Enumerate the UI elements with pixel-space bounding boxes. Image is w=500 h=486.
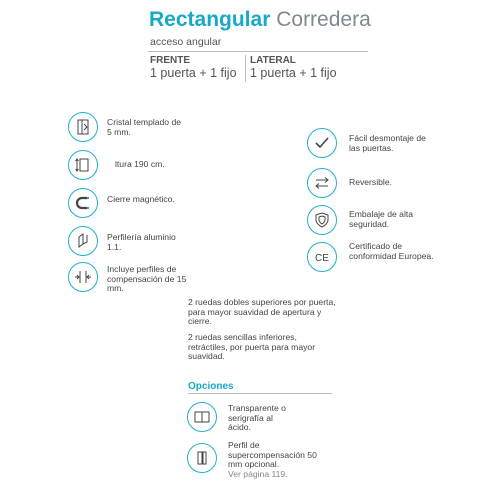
feature-text: Fácil desmontaje de las puertas. xyxy=(349,133,426,153)
title-light: Corredera xyxy=(276,8,371,31)
feature-text: Embalaje de alta seguridad. xyxy=(349,209,414,229)
tempered-glass-icon xyxy=(68,112,98,142)
feature-text: Reversible. xyxy=(349,177,392,187)
lateral-value: 1 puerta + 1 fijo xyxy=(250,66,337,80)
config-divider xyxy=(245,55,246,82)
reversible-arrows-icon xyxy=(307,168,337,198)
page-title xyxy=(149,8,371,32)
feature-text: Incluye perfiles de compensación de 15 mm. xyxy=(107,264,187,294)
option-text: Perfil de supercompensación 50 mm opcional. xyxy=(228,440,317,470)
options-heading: Opciones xyxy=(188,381,234,392)
feature-text: Cierre magnético. xyxy=(107,194,175,204)
profile-icon xyxy=(68,226,98,256)
feature-text: Certificado de conformidad Europea. xyxy=(349,241,434,261)
frente-label: FRENTE xyxy=(150,55,190,66)
option-note: Ver página 119. xyxy=(228,469,288,479)
feature-text: Perfilería aluminio 1.1. xyxy=(107,232,176,252)
checkmark-icon xyxy=(307,128,337,158)
magnet-icon xyxy=(68,188,98,218)
feature-text: ltura 190 cm. xyxy=(115,159,165,169)
extension-profile-icon xyxy=(187,443,217,473)
shield-icon xyxy=(307,205,337,235)
height-icon xyxy=(68,150,98,180)
wheels-lower-text: 2 ruedas sencillas inferiores, retráctiles, por puerta para mayor suavidad. xyxy=(188,332,316,362)
wheels-upper-text: 2 ruedas dobles superiores por puerta, para mayor suavidad de apertura y cierre. xyxy=(188,297,336,327)
svg-text:CE: CE xyxy=(315,253,329,264)
lateral-label: LATERAL xyxy=(250,55,296,66)
title-bold: Rectangular xyxy=(149,8,271,31)
feature-text: Cristal templado de 5 mm. xyxy=(107,117,182,137)
page-subtitle: acceso angular xyxy=(150,36,222,48)
option-text: Transparente o serigrafía al ácido. xyxy=(228,403,286,433)
compensation-icon xyxy=(68,262,98,292)
glass-finish-icon xyxy=(187,402,217,432)
ce-mark-icon xyxy=(307,242,337,272)
frente-value: 1 puerta + 1 fijo xyxy=(150,66,237,80)
header-divider xyxy=(148,51,368,52)
options-divider xyxy=(188,393,332,394)
